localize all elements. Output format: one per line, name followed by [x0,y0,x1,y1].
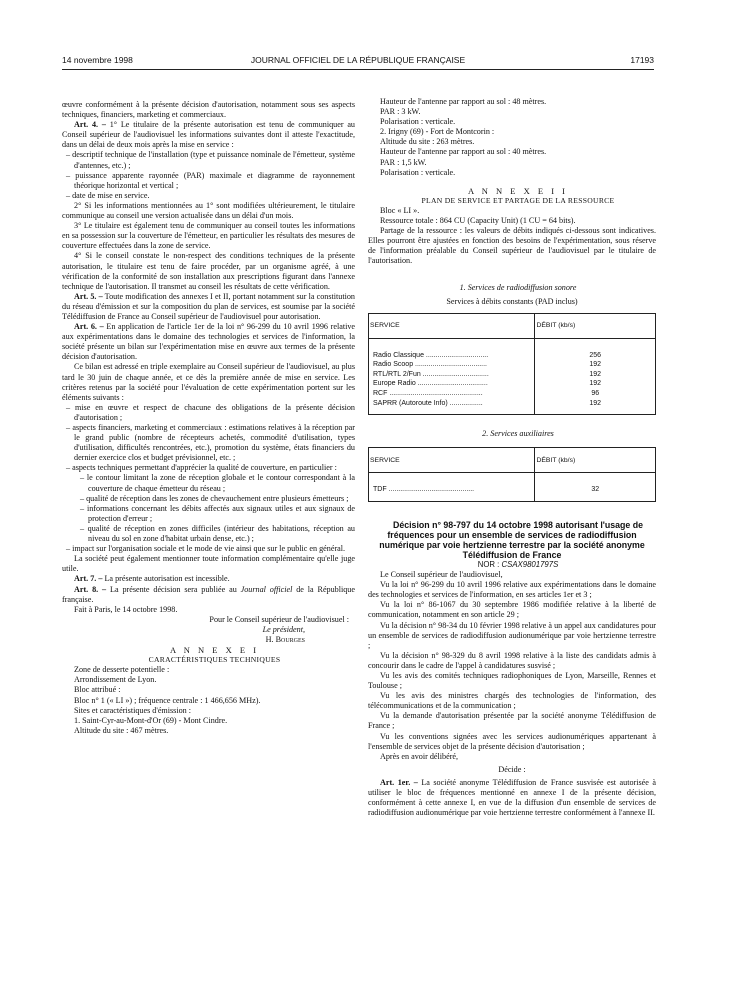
table-cell-debit: 192 [589,399,602,407]
table-header-service: SERVICE [369,313,535,338]
table-row [369,485,656,495]
nor-code: CSAX9801797S [501,559,559,569]
paragraph: 3° Le titulaire est également tenu de communiquer au conseil toutes les informations en sa possession sur la couverture de l'émetteur, en particulier les résultats des mesures de couverture effectuées dans la zone de service. [62,221,355,251]
annex-2-subtitle: PLAN DE SERVICE ET PARTAGE DE LA RESSOURCE [421,195,615,205]
article-text: de la République française. [62,584,355,604]
table-header-row [369,448,656,473]
annex-line: 2. Irigny (69) - Fort de Montcorin : [380,127,495,137]
decide-heading: Décide : [498,764,526,774]
considerant: Vu la loi n° 96-299 du 10 avril 1996 relative aux expérimentations dans le domaine des technologies et services de l'information, en ses articles 1er et 3 ; [368,580,656,600]
table-header-row [369,313,656,338]
article-text: 1° Le titulaire de la présente autorisation est tenu de communiquer au Conseil supérieur de l'audiovisuel les informations suivantes dont il atteste l'exactitude, dans un délai de deux mois après la mise en service : [62,120,355,150]
article-text: La présente autorisation est incessible. [102,574,230,584]
annex-line: Hauteur de l'antenne par rapport au sol : 40 mètres. [380,147,547,157]
article-label: Art. 8. – [74,584,107,594]
article-8 [62,585,355,605]
list-item: – aspects techniques permettant d'apprécier la qualité de couverture, en particulier : [66,463,337,473]
article-text: La présente décision sera publiée au [106,584,241,594]
considerant: Vu la demande d'autorisation présentée par la société anonyme Télédiffusion de France ; [368,711,656,731]
paragraph: Ressource totale : 864 CU (Capacity Unit) (1 CU = 64 bits). [380,216,576,226]
nor-reference: NOR : CSAX9801797S [477,559,559,569]
article-label: Art. 5. – [74,291,103,301]
article-text: En application de l'article 1er de la loi n° 96-299 du 10 avril 1996 relative aux expérimentations dans le domaine des technologies et services de l'information, la société présente un bilan sur l'expérimentation mise en œuvre aux termes de la présente décision d'autorisation. [62,322,356,362]
annex-1-title: A N N E X E I [169,645,260,656]
list-item: – impact sur l'organisation sociale et le mode de vie ainsi que sur le public en général. [66,544,346,554]
signature-title: Le président, [262,624,305,634]
paragraph: 2° Si les informations mentionnées au 1° sont modifiées ultérieurement, le titulaire communique au conseil une version actualisée dans un délai d'un mois. [62,200,355,221]
annex-line: Bloc n° 1 (« LI ») ; fréquence centrale : 1 466,656 MHz). [74,695,261,705]
paragraph: 4° Si le conseil constate le non-respect des conditions techniques de la présente autorisation, le titulaire est tenu de faire procéder, par un organisme agréé, à une vérification de la conformité de son installation aux prescriptions figurant dans l'annexe technique de l'autorisation. Il transmet au conseil les résultats de cette vérification. [62,251,355,291]
page-header [62,55,654,69]
annex-line: PAR : 3 kW. [380,107,421,117]
list-item: – mise en œuvre et respect de chacune des obligations de la présente décision d'autorisation ; [66,402,355,422]
left-column [62,100,355,736]
sub-list-item: – informations concernant les débits affectés aux signaux utiles et aux signaux de protection d'erreur ; [80,503,355,523]
annex-line: PAR : 1,5 kW. [380,157,427,167]
sub-list-item: – qualité de réception en zones difficiles (intérieur des habitations, réception au niveau du sol en zone d'habitat urbain dense, etc.) ; [80,523,355,544]
table-cell-debit: 192 [589,380,602,388]
table-cell-debit: 192 [589,361,602,369]
paragraph: œuvre conformément à la présente décision d'autorisation, notamment sous ses aspects techniques, financiers, marketing et commerciaux. [62,100,355,120]
section-1-subtitle: Services à débits constants (PAD inclus) [446,296,578,306]
table-cell-service: TDF ............................................ [369,485,535,495]
list-item: – date de mise en service. [66,190,150,200]
considerant: Vu la décision n° 98-34 du 10 février 1998 relative à un appel aux candidatures pour un ensemble de services de radiodiffusion audionumérique par voie hertzienne terrestre ; [368,620,656,650]
table-cell-service: RTL/RTL 2/Fun .................................. [369,370,535,380]
considerant: Après en avoir délibéré, [380,751,459,761]
article-6 [62,322,355,362]
header-page-number: 17193 [630,55,654,65]
paragraph: Partage de la ressource : les valeurs de débits indiqués ci-dessous sont indicatives. Elles pourront être ajustées en fonction des besoins de l'expérimentation, sous réserve de l'information préalable du Conseil supérieur de l'audiovisuel par le titulaire de l'autorisation. [368,226,656,266]
section-2-title: 2. Services auxiliaires [482,429,554,439]
annex-2-title: A N N E X E I I [467,185,568,196]
considerant: Vu la décision n° 98-329 du 8 avril 1998 relative à la liste des candidats admis à concourir dans le cadre de l'appel à candidatures susvisé ; [368,650,656,670]
annex-line: Bloc attribué : [74,685,121,695]
article-1 [368,778,656,818]
table-header-debit: DÉBIT (kb/s) [535,313,656,338]
paragraph: La société peut également mentionner toute information complémentaire qu'elle juge utile. [62,554,355,574]
annex-line: Altitude du site : 467 mètres. [74,725,169,735]
sub-list-item: – le contour limitant la zone de réception globale et le contour correspondant à la couverture de chaque émetteur du réseau ; [80,473,355,493]
table-cell-service: RCF ................................................ [369,389,535,399]
annex-1-subtitle: CARACTÉRISTIQUES TECHNIQUES [148,655,281,665]
paragraph: Bloc « LI ». [380,205,420,215]
table-row [369,351,656,361]
annex-line: Polarisation : verticale. [380,167,456,177]
header-journal-title: JOURNAL OFFICIEL DE LA RÉPUBLIQUE FRANÇAISE [250,55,466,65]
services-table-1 [368,313,656,416]
annex-line: Sites et caractéristiques d'émission : [74,705,191,715]
annex-line: Polarisation : verticale. [380,117,456,127]
table-row [369,379,656,389]
article-label: Art. 7. – [74,574,103,584]
list-item: – descriptif technique de l'installation (type et puissance nominale de l'émetteur, système d'antennes, etc.) ; [66,150,355,170]
table-row [369,399,656,409]
article-5 [62,292,355,322]
header-rule [62,69,654,70]
considerant: Vu la loi n° 86-1067 du 30 septembre 1986 modifiée relative à la liberté de communication, notamment en son article 29 ; [368,600,656,620]
signature-name: H. Bourges [265,634,305,644]
list-item: – aspects financiers, marketing et commerciaux : estimations relatives à la réception par le grand public (nombre de récepteurs achetés, commodité d'utilisation, types d'utilisation, difficultés rencontrées, etc.), promotion du système, états financiers du dernier exercice clos et budget prévisionnel, etc. ; [66,423,355,463]
annex-line: Arrondissement de Lyon. [74,675,157,685]
table-cell-service: Europe Radio .................................... [369,379,535,389]
list-item: – puissance apparente rayonnée (PAR) maximale et diagramme de rayonnement théorique horizontal et vertical ; [66,170,355,190]
header-date: 14 novembre 1998 [62,55,133,65]
annex-line: 1. Saint-Cyr-au-Mont-d'Or (69) - Mont Cindre. [74,715,228,725]
table-row [369,360,656,370]
table-header-service: SERVICE [369,448,535,473]
table-header-debit: DÉBIT (kb/s) [535,448,656,473]
paragraph: Ce bilan est adressé en triple exemplaire au Conseil supérieur de l'audiovisuel, au plus tard le 30 juin de chaque année, et ce dès la première année de mise en service. Les critères retenus par la société pour l'évaluation de cette expérimentation portent sur les éléments suivants : [62,362,355,402]
annex-line: Altitude du site : 263 mètres. [380,137,475,147]
table-cell-debit: 32 [591,486,600,494]
table-cell-debit: 256 [589,351,602,359]
article-4 [62,120,355,150]
journal-officiel-link-text: Journal officiel [240,584,293,594]
services-table-2 [368,447,656,502]
annex-line: Zone de desserte potentielle : [74,665,170,675]
considerant: Le Conseil supérieur de l'audiovisuel, [380,570,503,580]
table-cell-service: Radio Classique ................................ [369,351,535,361]
article-label: Art. 1er. – [380,777,418,787]
article-text: Toute modification des annexes I et II, portant notamment sur la constitution du réseau d'émission et sur la composition du plan de services, est soumise par la société Télédiffusion de France au Conseil supérieur de l'audiovisuel pour autorisation. [62,291,355,321]
table-row [369,370,656,380]
table-cell-service: SAPRR (Autoroute Info) ................. [369,399,535,409]
article-label: Art. 6. – [74,322,104,332]
right-column [368,97,656,818]
article-label: Art. 4. – [74,120,106,130]
table-row [369,389,656,399]
table-cell-debit: 192 [589,370,602,378]
considerant: Vu les avis des comités techniques radiophoniques de Lyon, Marseille, Rennes et Toulouse ; [368,670,656,691]
considerant: Vu les conventions signées avec les services audionumériques appartenant à l'ensemble de services objet de la présente décision d'autorisation ; [368,731,656,751]
section-1-title: 1. Services de radiodiffusion sonore [459,282,577,292]
article-text: La société anonyme Télédiffusion de France susvisée est autorisée à utiliser le bloc de fréquences mentionné en annexe I de la présente décision, conformément à cette annexe I, en vue de la diffusion d'un ensemble de services de radiodiffusion audionumérique par voie hertzienne terrestre conformément à l'annexe II. [368,777,656,818]
annex-line: Hauteur de l'antenne par rapport au sol : 48 mètres. [380,97,547,106]
signature-date: Fait à Paris, le 14 octobre 1998. [74,604,178,614]
decision-title: Décision n° 98-797 du 14 octobre 1998 autorisant l'usage de fréquences pour un ensemble de services de radiodiffusion numérique par voie hertzienne terrestre par la société anonyme Télédiffusion de France [379,519,645,560]
article-7 [62,574,355,584]
signature-line: Pour le Conseil supérieur de l'audiovisuel : [209,614,349,624]
sub-list-item: – qualité de réception dans les zones de chevauchement entre plusieurs émetteurs ; [80,493,349,503]
table-cell-debit: 96 [591,390,600,398]
table-cell-service: Radio Scoop ..................................... [369,360,535,370]
considerant: Vu les avis des ministres chargés des technologies de l'information, des télécommunications et de la communication ; [368,691,656,711]
